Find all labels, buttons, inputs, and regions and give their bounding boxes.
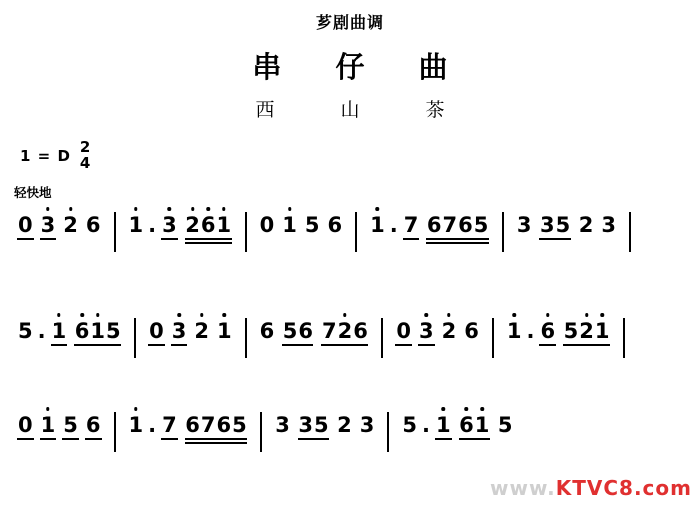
note: 7	[442, 213, 458, 237]
note: 6	[85, 413, 101, 437]
augmentation-dot: .	[148, 213, 157, 237]
note: 1	[506, 319, 522, 343]
measure	[14, 412, 105, 438]
note: 1	[51, 319, 67, 343]
note-group	[298, 412, 329, 438]
notation-row-1	[0, 212, 700, 282]
measure	[256, 212, 347, 238]
measure	[513, 212, 620, 238]
note: 0	[259, 213, 275, 237]
barline	[245, 212, 247, 252]
note: 1	[128, 413, 144, 437]
note: 7	[200, 413, 216, 437]
note: 2	[441, 319, 457, 343]
note-group	[74, 318, 121, 344]
note: 1	[370, 213, 385, 237]
barline	[134, 318, 136, 358]
measure	[125, 212, 236, 238]
note: 6	[459, 413, 474, 437]
meter-numerator: 2	[79, 138, 91, 156]
note-group	[539, 212, 570, 238]
note: 6	[327, 213, 343, 237]
note: 5	[18, 319, 33, 343]
note: 6	[353, 319, 368, 343]
notation-row-2	[0, 318, 700, 388]
note: 5	[473, 213, 489, 237]
note: 1	[216, 319, 232, 343]
note-group	[563, 318, 610, 344]
key-signature	[20, 140, 90, 172]
note: 3	[539, 213, 555, 237]
note: 2	[579, 319, 594, 343]
note: 7	[403, 213, 419, 237]
note: 6	[464, 319, 479, 343]
note: 5	[402, 413, 417, 437]
note: 6	[426, 213, 442, 237]
note: 5	[497, 413, 513, 437]
note-group	[426, 212, 489, 238]
note: 6	[540, 319, 556, 343]
note-group	[185, 412, 248, 438]
note: 6	[458, 213, 473, 237]
note: 6	[85, 213, 101, 237]
note: 3	[171, 319, 187, 343]
barline	[492, 318, 494, 358]
note: 7	[321, 319, 337, 343]
measure	[14, 318, 125, 344]
meter-denominator: 4	[79, 153, 91, 172]
note: 3	[359, 413, 375, 437]
barline	[355, 212, 357, 252]
note-group	[282, 318, 313, 344]
measure	[392, 318, 483, 344]
page-title: 串 仔 曲	[252, 50, 470, 84]
note: 6	[259, 319, 275, 343]
note: 6	[216, 413, 232, 437]
note: 2	[194, 319, 209, 343]
note: 0	[396, 319, 411, 343]
barline	[381, 318, 383, 358]
note: 1	[474, 413, 490, 437]
title-block	[0, 0, 700, 122]
note: 6	[74, 319, 90, 343]
note: 5	[313, 413, 329, 437]
note: 1	[282, 213, 297, 237]
measure	[125, 412, 252, 438]
note: 6	[298, 319, 313, 343]
barline	[629, 212, 631, 252]
barline	[245, 318, 247, 358]
time-signature	[80, 140, 90, 172]
note-group	[321, 318, 368, 344]
note-group	[185, 212, 232, 238]
note: 5	[63, 413, 78, 437]
note: 1	[40, 413, 56, 437]
measure	[398, 412, 516, 438]
note: 3	[418, 319, 434, 343]
augmentation-dot: .	[526, 319, 535, 343]
measure	[14, 212, 105, 238]
barline	[114, 212, 116, 252]
note: 5	[304, 213, 320, 237]
note: 3	[275, 413, 290, 437]
watermark-suffix: .com	[633, 476, 692, 500]
note: 3	[162, 213, 177, 237]
augmentation-dot: .	[148, 413, 157, 437]
augmentation-dot: .	[389, 213, 398, 237]
measure	[503, 318, 614, 344]
note: 5	[232, 413, 247, 437]
note: 3	[601, 213, 616, 237]
measure	[271, 412, 378, 438]
note: 1	[128, 213, 144, 237]
note: 0	[149, 319, 164, 343]
note: 1	[594, 319, 610, 343]
note: 0	[18, 413, 33, 437]
barline	[114, 412, 116, 452]
augmentation-dot: .	[421, 413, 430, 437]
augmentation-dot: .	[37, 319, 46, 343]
note: 7	[162, 413, 177, 437]
barline	[260, 412, 262, 452]
note: 5	[105, 319, 121, 343]
barline	[502, 212, 504, 252]
note: 2	[337, 413, 352, 437]
note: 3	[40, 213, 56, 237]
note: 2	[337, 319, 353, 343]
genre-title: 芗剧曲调	[315, 13, 384, 32]
watermark-brand: KTVC8	[555, 476, 634, 500]
notation-row-3	[0, 412, 700, 482]
note: 3	[516, 213, 532, 237]
note-group	[459, 412, 490, 438]
note: 2	[63, 213, 78, 237]
note: 2	[185, 213, 200, 237]
note: 5	[555, 213, 571, 237]
watermark	[490, 476, 692, 500]
note: 1	[435, 413, 451, 437]
note: 1	[216, 213, 232, 237]
subtitle: 西 山 茶	[255, 99, 475, 121]
measure	[145, 318, 236, 344]
note: 0	[18, 213, 33, 237]
measure	[366, 212, 493, 238]
note: 1	[90, 319, 105, 343]
note: 5	[563, 319, 579, 343]
measure	[256, 318, 373, 344]
note: 5	[282, 319, 298, 343]
note: 6	[200, 213, 216, 237]
note: 2	[578, 213, 594, 237]
barline	[623, 318, 625, 358]
key-label: 1 = D	[20, 146, 71, 165]
barline	[387, 412, 389, 452]
tempo-marking: 轻快地	[14, 185, 52, 200]
note: 3	[298, 413, 313, 437]
watermark-prefix: www.	[489, 476, 556, 500]
note: 6	[185, 413, 200, 437]
